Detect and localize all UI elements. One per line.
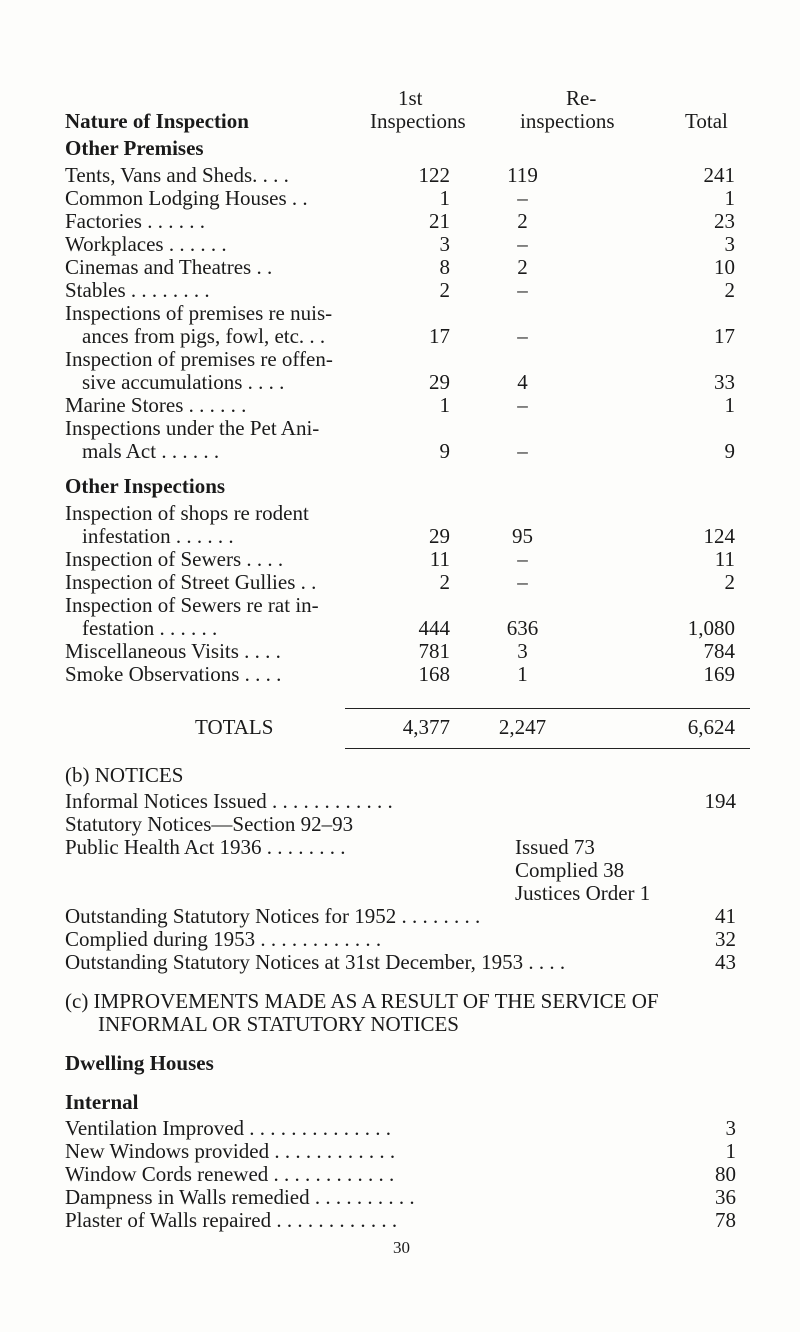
cell-total: 1 [724,186,735,210]
row-label: Miscellaneous Visits . . . . [65,639,281,663]
totals-re: 2,247 [498,715,547,739]
cell-total: 33 [714,370,735,394]
statutory-notices-line1: Statutory Notices—Section 92–93 [65,812,354,836]
cell-re: – [517,186,528,210]
row-label: Workplaces . . . . . . [65,232,227,256]
row-label-line2: festation . . . . . . [82,616,218,640]
cell-first: 9 [439,439,450,463]
cell-re: – [517,439,528,463]
cell-total: 1 [724,393,735,417]
outstanding-1953-value: 43 [715,950,736,974]
totals-label: TOTALS [195,715,274,739]
statutory-complied: Complied 38 [515,858,625,882]
row-label: Smoke Observations . . . . [65,662,282,686]
cell-first: 1 [439,393,450,417]
cell-first: 168 [418,662,450,686]
header-total: Total [685,109,728,133]
outstanding-1952-label: Outstanding Statutory Notices for 1952 . . . . . . . . [65,904,481,928]
header-first-top: 1st [398,86,423,110]
row-label: Tents, Vans and Sheds. . . . [65,163,289,187]
cell-first: 122 [418,163,450,187]
cell-re: 2 [517,255,528,279]
cell-total: 10 [714,255,735,279]
cell-total: 1,080 [687,616,735,640]
totals-bottom-rule [345,748,750,749]
improvement-label: Window Cords renewed . . . . . . . . . . . . [65,1162,395,1186]
improvement-label: Plaster of Walls repaired . . . . . . . . . . . . [65,1208,398,1232]
row-label: Inspection of Sewers . . . . [65,547,284,571]
improvement-label: Dampness in Walls remedied . . . . . . . . . . [65,1185,415,1209]
row-label: Factories . . . . . . [65,209,205,233]
row-label: Marine Stores . . . . . . [65,393,247,417]
cell-re: 2 [517,209,528,233]
row-label-line2: infestation . . . . . . [82,524,234,548]
totals-first: 4,377 [402,715,450,739]
informal-notices-label: Informal Notices Issued . . . . . . . . . . . . [65,789,393,813]
section-other-premises: Other Premises [65,136,204,160]
outstanding-1952-value: 41 [715,904,736,928]
dwelling-houses-heading: Dwelling Houses [65,1051,214,1075]
row-label: Inspection of Street Gullies . . [65,570,317,594]
row-label-line1: Inspections under the Pet Ani- [65,416,320,440]
complied-1953-label: Complied during 1953 . . . . . . . . . . . . [65,927,382,951]
header-nature: Nature of Inspection [65,109,249,133]
cell-re: 3 [517,639,528,663]
row-label-line1: Inspection of shops re rodent [65,501,309,525]
cell-re: 636 [506,616,539,640]
cell-re: – [517,324,528,348]
improvement-value: 78 [715,1208,736,1232]
cell-re: – [517,232,528,256]
complied-1953-value: 32 [715,927,736,951]
row-label-line2: mals Act . . . . . . [82,439,220,463]
cell-total: 784 [703,639,735,663]
cell-total: 169 [703,662,735,686]
page-number: 30 [393,1238,410,1257]
cell-re: – [517,547,528,571]
notices-heading: (b) NOTICES [65,763,184,787]
improvement-value: 80 [715,1162,736,1186]
statutory-notices-line2: Public Health Act 1936 . . . . . . . . [65,835,346,859]
cell-total: 2 [724,570,735,594]
totals-total: 6,624 [687,715,735,739]
cell-total: 2 [724,278,735,302]
cell-first: 8 [439,255,450,279]
row-label: Cinemas and Theatres . . [65,255,273,279]
row-label-line2: sive accumulations . . . . [82,370,285,394]
row-label-line2: ances from pigs, fowl, etc. . . [82,324,326,348]
cell-first: 17 [429,324,450,348]
row-label-line1: Inspections of premises re nuis- [65,301,333,325]
cell-first: 11 [429,547,450,571]
cell-first: 21 [429,209,450,233]
cell-first: 29 [429,370,450,394]
improvement-label: New Windows provided . . . . . . . . . . . . [65,1139,396,1163]
cell-first: 2 [439,570,450,594]
cell-first: 3 [439,232,450,256]
internal-heading: Internal [65,1090,139,1114]
cell-total: 9 [724,439,735,463]
cell-total: 17 [714,324,735,348]
cell-total: 124 [703,524,735,548]
row-label: Stables . . . . . . . . [65,278,210,302]
improvement-value: 3 [725,1116,736,1140]
cell-re: – [517,278,528,302]
informal-notices-value: 194 [704,789,736,813]
cell-re: 119 [507,163,538,187]
header-first-bottom: Inspections [370,109,466,133]
cell-total: 11 [714,547,735,571]
cell-first: 29 [429,524,450,548]
statutory-justices-order: Justices Order 1 [515,881,651,905]
improvement-value: 1 [725,1139,736,1163]
cell-first: 2 [439,278,450,302]
statutory-issued: Issued 73 [515,835,595,859]
improvements-heading-line2: INFORMAL OR STATUTORY NOTICES [98,1012,459,1036]
cell-total: 3 [724,232,735,256]
cell-re: 95 [512,524,533,548]
row-label-line1: Inspection of premises re offen- [65,347,333,371]
improvements-heading-line1: (c) IMPROVEMENTS MADE AS A RESULT OF THE SERVICE OF [65,989,659,1013]
header-re-top: Re- [566,86,597,110]
cell-first: 1 [439,186,450,210]
row-label: Common Lodging Houses . . [65,186,308,210]
totals-top-rule [345,708,750,709]
improvement-value: 36 [715,1185,736,1209]
cell-re: – [517,570,528,594]
cell-re: – [517,393,528,417]
outstanding-1953-label: Outstanding Statutory Notices at 31st December, 1953 . . . . [65,950,566,974]
improvement-label: Ventilation Improved . . . . . . . . . . . . . . [65,1116,392,1140]
header-re-bottom: inspections [520,109,615,133]
cell-re: 4 [517,370,528,394]
section-other-inspections: Other Inspections [65,474,226,498]
cell-total: 23 [714,209,735,233]
row-label-line1: Inspection of Sewers re rat in- [65,593,319,617]
cell-first: 444 [418,616,450,640]
cell-total: 241 [703,163,735,187]
cell-first: 781 [418,639,450,663]
cell-re: 1 [517,662,528,686]
